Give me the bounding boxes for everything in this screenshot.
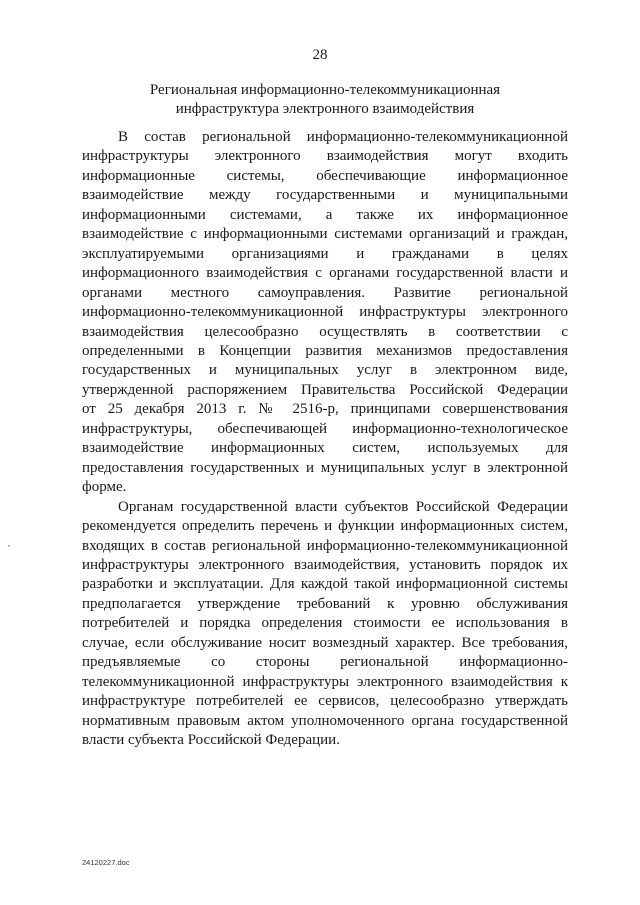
paragraph-line: разработки и эксплуатации. Для каждой такой информационной системы xyxy=(82,576,568,593)
paragraph-line: случае, если обслуживание носит возмездный характер. Все требования, xyxy=(82,634,568,651)
paragraph-line: взаимодействие между государственными и муниципальными xyxy=(82,187,568,204)
paragraph-line: потребителей и порядка определения стоимости ее использования в xyxy=(82,615,568,632)
paragraph-line: Органам государственной власти субъектов Российской Федерации xyxy=(118,498,568,515)
paragraph-line: предъявляемые со стороны региональной информационно- xyxy=(82,654,568,671)
scan-speck xyxy=(8,545,10,547)
paragraph-line: предполагается утверждение требований к уровню обслуживания xyxy=(82,595,568,612)
paragraph-line: информационного взаимодействия с органами государственной власти и xyxy=(82,265,568,282)
paragraph-line: информационно-телекоммуникационной инфраструктуры электронного xyxy=(82,304,568,321)
paragraph-line: взаимодействия целесообразно осуществлять в соответствии с xyxy=(82,323,568,340)
paragraph-line: органами местного самоуправления. Развитие региональной xyxy=(82,284,568,301)
paragraph-line: инфраструктуре потребителей ее сервисов, целесообразно утверждать xyxy=(82,693,568,710)
paragraph-line: форме. xyxy=(82,479,127,496)
section-heading-line-1: Региональная информационно-телекоммуникационная xyxy=(149,82,501,98)
paragraph-line: телекоммуникационной инфраструктуры электронного взаимодействия к xyxy=(82,673,568,690)
paragraph-line: эксплуатируемыми организациями и гражданами в целях xyxy=(82,245,568,262)
paragraph-line: взаимодействие с информационными системами организаций и граждан, xyxy=(82,226,568,243)
paragraph-line: определенными в Концепции развития механизмов предоставления xyxy=(82,342,568,359)
document-filename: 24120227.doc xyxy=(82,858,130,867)
paragraph-line: государственных и муниципальных услуг в электронном виде, xyxy=(82,362,568,379)
paragraph-line: нормативным правовым актом уполномоченного органа государственной xyxy=(82,712,568,729)
paragraph-line: информационные системы, обеспечивающие информационное xyxy=(82,167,568,184)
paragraph-line: В состав региональной информационно-телекоммуникационной xyxy=(118,129,568,145)
paragraph-line: рекомендуется определить перечень и функции информационных систем, xyxy=(82,518,568,535)
section-heading-line-2: инфраструктура электронного взаимодействия xyxy=(175,101,475,117)
paragraph-line: инфраструктуры электронного взаимодействия, установить порядок их xyxy=(82,556,568,573)
section-heading xyxy=(80,81,570,119)
paragraph-line: власти субъекта Российской Федерации. xyxy=(82,732,340,749)
paragraph-line: инфраструктуры, обеспечивающей информационно-технологическое xyxy=(82,420,568,437)
paragraph-line: взаимодействие информационных систем, используемых для xyxy=(82,440,568,457)
paragraph-line: инфраструктуры электронного взаимодействия могут входить xyxy=(82,148,568,165)
paragraph-line: от 25 декабря 2013 г. № 2516-р, принципами совершенствования xyxy=(82,401,568,418)
paragraph-line: информационными системами, а также их информационное xyxy=(82,206,568,223)
paragraph xyxy=(82,498,568,751)
paragraph-line: предоставления государственных и муниципальных услуг в электронной xyxy=(82,459,568,476)
paragraph-line: утвержденной распоряжением Правительства Российской Федерации xyxy=(82,381,568,398)
page-number: 28 xyxy=(312,47,328,63)
paragraph xyxy=(82,128,568,498)
paragraph-line: входящих в состав региональной информационно-телекоммуникационной xyxy=(82,537,568,554)
body-text xyxy=(82,128,568,751)
